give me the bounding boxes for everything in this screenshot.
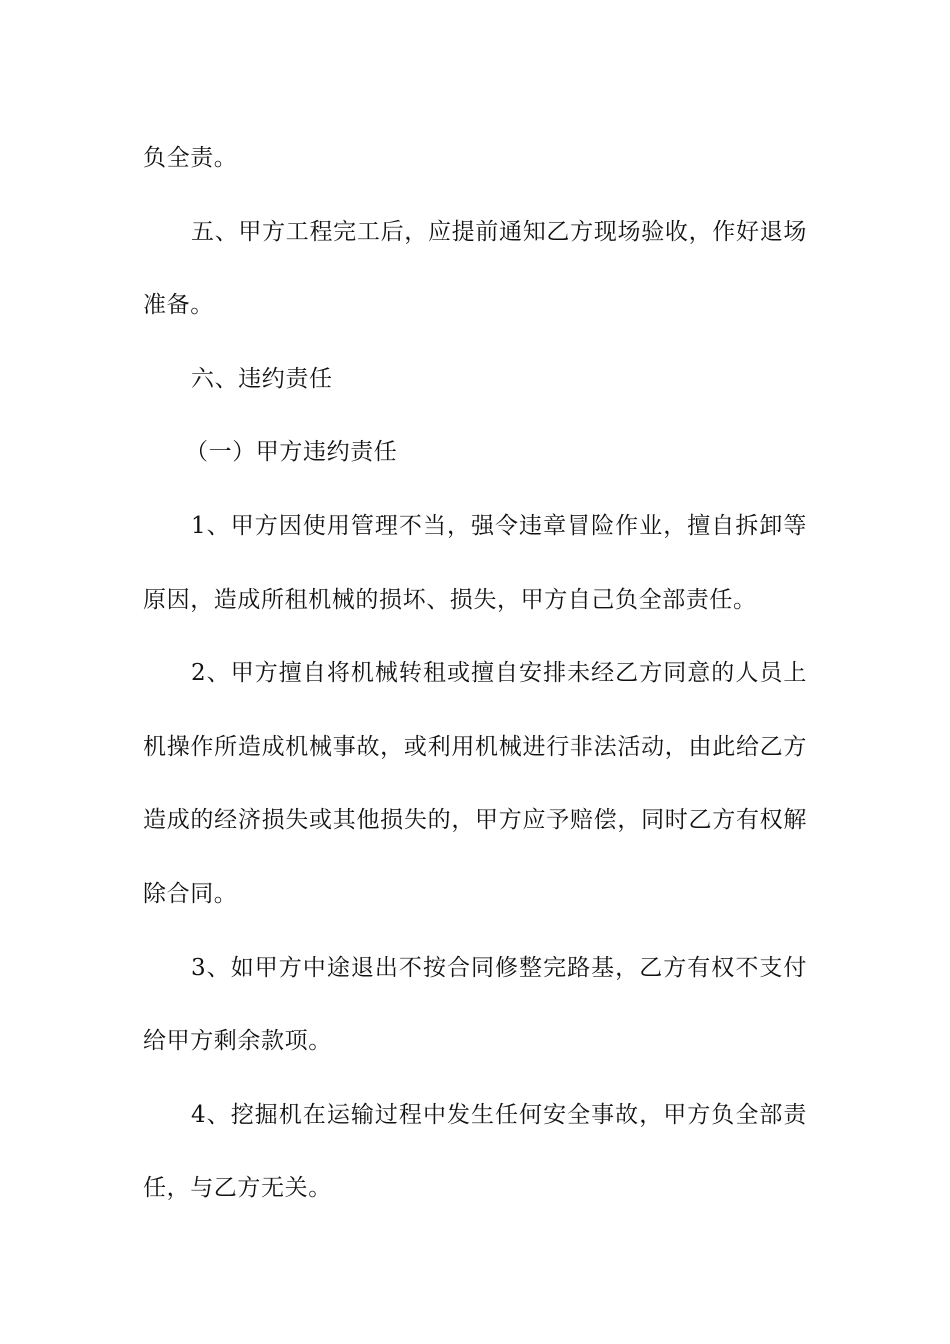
subheading-party-a-liability: （一）甲方违约责任 (185, 439, 398, 466)
paragraph-item-1: 1、甲方因使用管理不当，强令违章冒险作业，擅自拆卸等原因，造成所租机械的损坏、损失，甲方自己负全部责任。 (143, 512, 807, 613)
document-body (143, 122, 807, 1226)
paragraph-clause-five: 五、甲方工程完工后，应提前通知乙方现场验收，作好退场准备。 (143, 218, 807, 319)
paragraph-continuation: 负全责。 (143, 145, 238, 171)
paragraph-item-3: 3、如甲方中途退出不按合同修整完路基，乙方有权不支付给甲方剩余款项。 (143, 954, 807, 1055)
paragraph-item-2: 2、甲方擅自将机械转租或擅自安排未经乙方同意的人员上机操作所造成机械事故，或利用机械进行非法活动，由此给乙方造成的经济损失或其他损失的，甲方应予赔偿，同时乙方有权解除合同。 (143, 660, 807, 907)
paragraph-item-4: 4、挖掘机在运输过程中发生任何安全事故，甲方负全部责任，与乙方无关。 (143, 1101, 807, 1202)
heading-clause-six: 六、违约责任 (191, 365, 333, 392)
